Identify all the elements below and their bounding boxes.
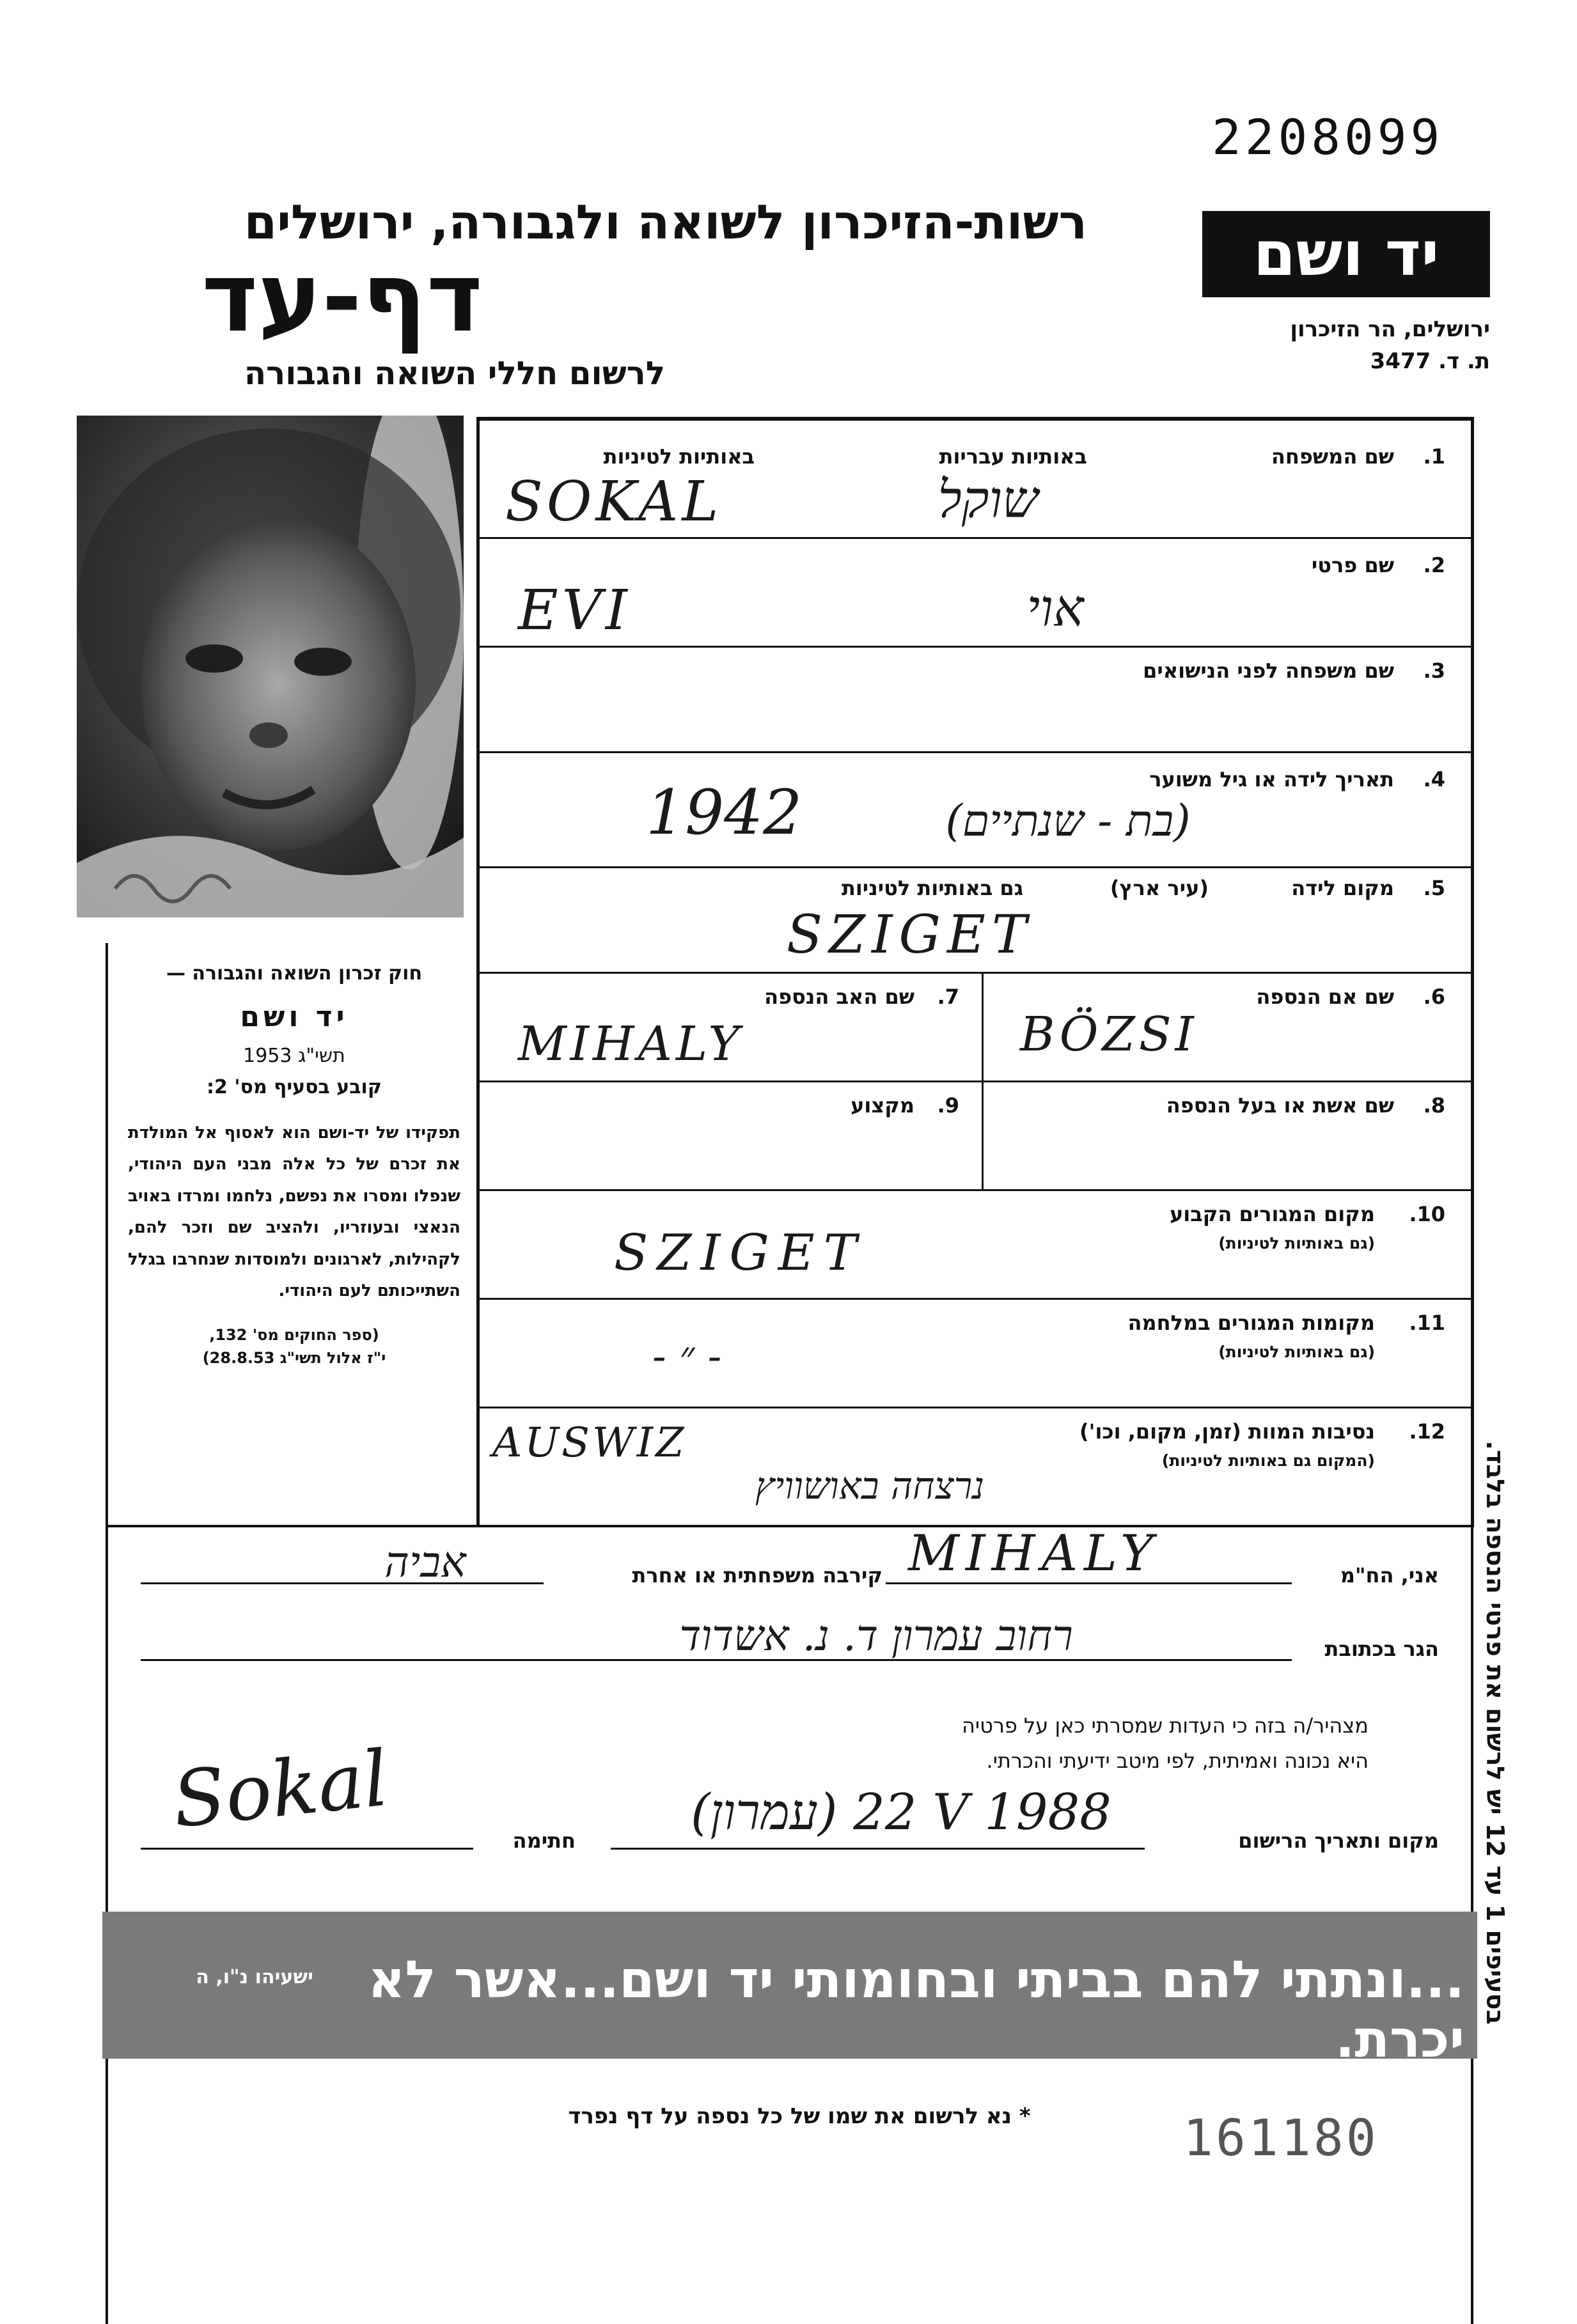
address-line-1: ירושלים, הר הזיכרון bbox=[1290, 316, 1490, 342]
field-12-label: נסיבות המוות (זמן, מקום, וכו') bbox=[1079, 1419, 1375, 1444]
field-11-label: מקומות המגורים במלחמה bbox=[1127, 1311, 1375, 1335]
field-1-number: 1. bbox=[1423, 444, 1445, 469]
field-2-number: 2. bbox=[1423, 553, 1445, 577]
field-10-value[interactable]: SZIGET bbox=[614, 1224, 866, 1282]
relation-value[interactable]: אביה bbox=[384, 1538, 466, 1587]
field-2-label: שם פרטי bbox=[1311, 553, 1394, 577]
document-number: 2208099 bbox=[1212, 109, 1444, 166]
field-5-label-detail: (עיר ארץ) bbox=[1110, 876, 1209, 900]
law-year: תשי"ג 1953 bbox=[243, 1045, 345, 1067]
field-11-value[interactable]: - ״ - bbox=[652, 1333, 722, 1380]
field-12-number: 12. bbox=[1409, 1419, 1445, 1444]
field-10-hint: (גם באותיות לטיניות) bbox=[1218, 1234, 1375, 1252]
field-2-hebrew-value[interactable]: אוי bbox=[1026, 579, 1084, 638]
statement-line-1: מצהיר/ה בזה כי העדות שמסרתי כאן על פרטיה bbox=[962, 1713, 1369, 1738]
field-12-hint: (המקום גם באותיות לטיניות) bbox=[1161, 1451, 1375, 1470]
field-12-hebrew-value[interactable]: נרצחה באושוויץ bbox=[755, 1464, 985, 1508]
field-3-number: 3. bbox=[1423, 659, 1445, 683]
quote-text: ...ונתתי להם בביתי ובחומותי יד ושם...אשר לא יכרת. bbox=[368, 1950, 1464, 2069]
quote-banner bbox=[102, 1912, 1477, 2069]
field-4-year-value[interactable]: 1942 bbox=[646, 777, 803, 848]
footer-note: * נא לרשום את שמו של כל נספה על דף נפרד bbox=[568, 2103, 1031, 2129]
field-1-hebrew-value[interactable]: שוקל bbox=[938, 470, 1039, 529]
field-8-number: 8. bbox=[1423, 1093, 1445, 1118]
declarant-name-value[interactable]: MIHALY bbox=[908, 1525, 1160, 1582]
form-subtitle: לרשום חללי השואה והגבורה bbox=[244, 355, 665, 392]
relation-label: קירבה משפחתית או אחרת bbox=[632, 1563, 883, 1587]
law-box bbox=[128, 962, 460, 1367]
signature-label: חתימה bbox=[512, 1829, 576, 1853]
field-7-label: שם האב הנספה bbox=[764, 985, 914, 1009]
field-12-latin-value[interactable]: AUSWIZ bbox=[492, 1419, 687, 1467]
authority-title: רשות-הזיכרון לשואה ולגבורה, ירושלים bbox=[244, 195, 1087, 250]
field-1-latin-value[interactable]: SOKAL bbox=[505, 470, 723, 534]
yad-vashem-logo: יד ושם bbox=[1202, 211, 1490, 297]
field-5-hint: גם באותיות לטיניות bbox=[841, 876, 1023, 900]
field-2-latin-value[interactable]: EVI bbox=[518, 579, 631, 643]
field-5-value[interactable]: SZIGET bbox=[787, 905, 1033, 965]
field-10-number: 10. bbox=[1409, 1202, 1445, 1226]
law-body: תפקידו של יד-ושם הוא לאסוף אל המולדת את זכרם של כל אלה מבני העם היהודי, שנפלו ומסרו את נפשם, נלחמו ומרדו באויב הנאצי ובעוזריו, ולהציב שם וזכר להם, לקהילות, לארגונים ולמוסדות שנחרבו בגלל השתייכותם לעם היהודי. bbox=[128, 1123, 460, 1300]
field-7-number: 7. bbox=[937, 985, 959, 1009]
address-line-2: ת. ד. 3477 bbox=[1370, 348, 1490, 374]
field-1-hebrew-column: באותיות עבריות bbox=[939, 444, 1087, 469]
place-date-value[interactable]: (עמרון) 22 V 1988 bbox=[691, 1784, 1111, 1841]
signature-value[interactable]: Sokal bbox=[168, 1734, 393, 1846]
law-title: חוק זכרון השואה והגבורה — bbox=[166, 962, 423, 985]
law-clause: קובע בסעיף מס' 2: bbox=[207, 1076, 382, 1098]
field-4-label: תאריך לידה או גיל משוער bbox=[1149, 767, 1394, 792]
form-title: דף-עד bbox=[201, 242, 483, 354]
field-9-number: 9. bbox=[937, 1093, 959, 1118]
field-5-label: מקום לידה bbox=[1291, 876, 1394, 900]
law-ref-2: י"ז אלול תשי"ג 28.8.53) bbox=[202, 1349, 386, 1368]
field-4-note-value[interactable]: (בת - שנתיים) bbox=[945, 796, 1191, 846]
declarant-i-label: אני, הח"מ bbox=[1340, 1563, 1439, 1587]
field-11-hint: (גם באותיות לטיניות) bbox=[1218, 1343, 1375, 1361]
address-label: הגר בכתובת bbox=[1324, 1637, 1439, 1661]
field-6-label: שם אם הנספה bbox=[1256, 985, 1394, 1009]
field-8-label: שם אשת או בעל הנספה bbox=[1166, 1093, 1394, 1118]
field-9-label: מקצוע bbox=[851, 1093, 914, 1118]
field-1-latin-column: באותיות לטיניות bbox=[603, 444, 755, 469]
victim-photo bbox=[77, 416, 464, 917]
stamp-number: 161180 bbox=[1183, 2110, 1379, 2167]
field-7-value[interactable]: MIHALY bbox=[518, 1017, 744, 1072]
law-ref-1: (ספר החוקים מס' 132, bbox=[209, 1326, 379, 1345]
field-4-number: 4. bbox=[1423, 767, 1445, 792]
field-1-label: שם המשפחה bbox=[1271, 444, 1394, 469]
field-5-number: 5. bbox=[1423, 876, 1445, 900]
address-value[interactable]: רחוב עמרון ד. נ. אשדוד bbox=[679, 1611, 1073, 1660]
statement-line-2: היא נכונה ואמיתית, לפי מיטב ידיעתי והכרתי. bbox=[986, 1749, 1369, 1773]
side-note: בסעיפים 1 עד 12 יש לרשום את פרטי הנספה בלבד. bbox=[1481, 1440, 1509, 2025]
field-11-number: 11. bbox=[1409, 1311, 1445, 1335]
field-3-label: שם משפחה לפני הנישואים bbox=[1143, 659, 1394, 683]
quote-source: ישעיהו נ"ו, ה bbox=[196, 1966, 313, 1988]
law-name: יד ושם bbox=[240, 1001, 349, 1033]
field-10-label: מקום המגורים הקבוע bbox=[1169, 1202, 1375, 1226]
field-6-number: 6. bbox=[1423, 985, 1445, 1009]
field-6-value[interactable]: BÖZSI bbox=[1020, 1007, 1198, 1062]
place-date-label: מקום ותאריך הרישום bbox=[1238, 1829, 1439, 1853]
